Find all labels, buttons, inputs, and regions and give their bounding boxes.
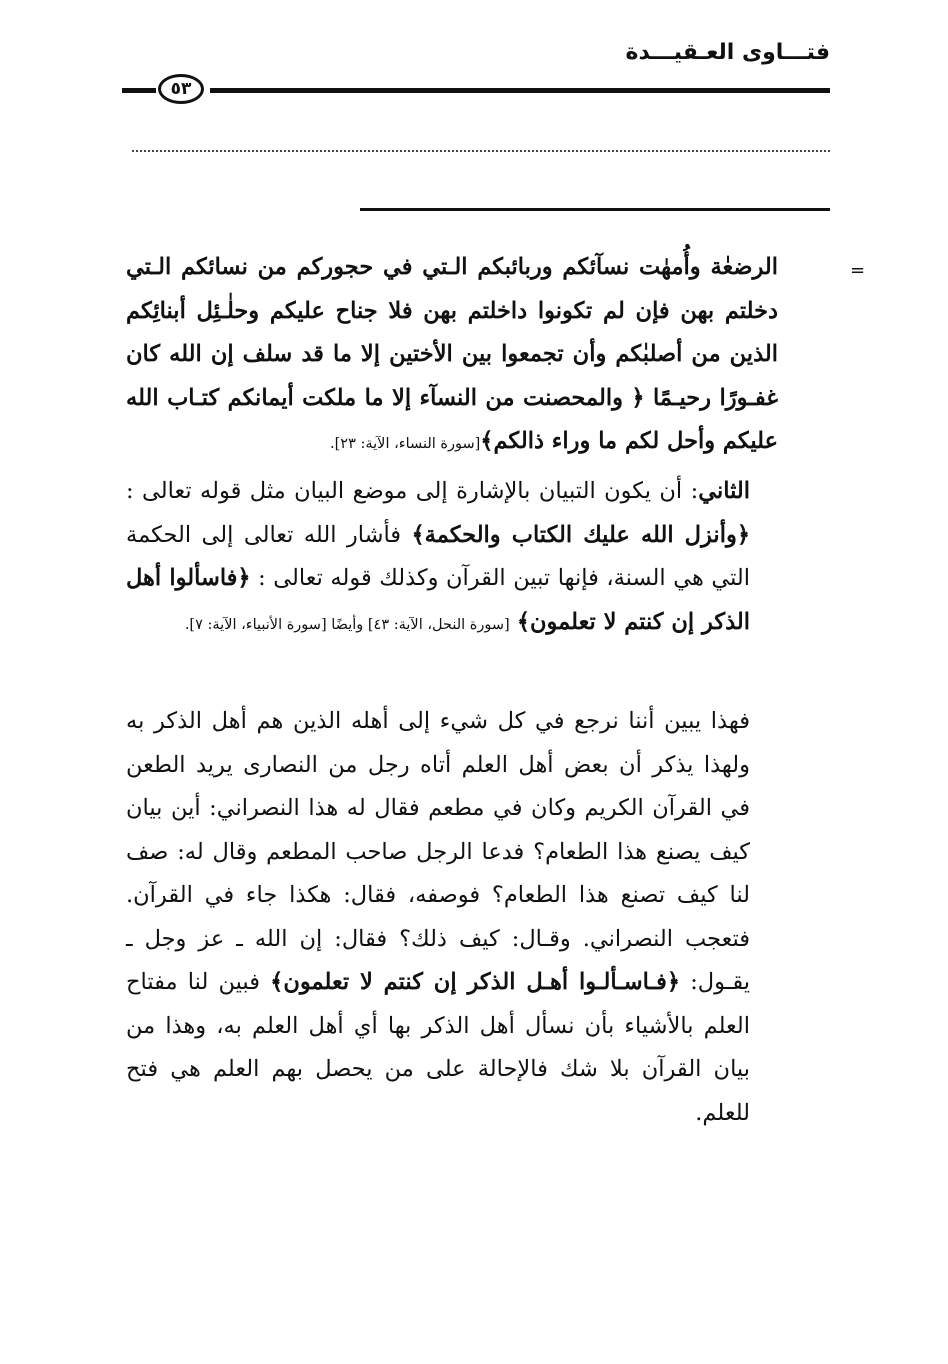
story-paragraph [126, 700, 778, 1135]
paragraph-text: فأشار الله تعالى إلى الحكمة التي هي السنة، فإنها تبين القرآن وكذلك قوله تعالى : [126, 521, 751, 591]
second-point-paragraph [126, 470, 778, 647]
header-rule-left [122, 88, 156, 93]
paragraph-text: : أن يكون التبيان بالإشارة إلى موضع البيان مثل قوله تعالى : [126, 478, 699, 504]
verse-text: الرضعٰة وأُمهٰت نسآئكم وربائبكم الـتي في حجوركم من نسائكم الـتي دخلتم بهن فإن لم تكونوا داخلتم بهن فلا جناح عليكم وحلٰـئِل أبنائِكم الذين من أصلبٰكم وأن تجمعوا بين الأختين إلا ما قد سلف إن الله كان غفـورًا رحيـمًا ﴿ والمحصنت من النسآء إلا ما ملكت أيمانكم كتـاب الله عليكم وأحل لكم ما وراء ذالكم﴾ [126, 254, 778, 454]
quran-quote: ﴿فاسألوا أهل الذكر إن كنتم لا تعلمون﴾ [126, 565, 750, 635]
quran-quote: ﴿فـاسـألـوا أهـل الذكر إن كنتم لا تعلمون﴾ [270, 969, 681, 995]
quran-quote: ﴿وأنزل الله عليك الكتاب والحكمة﴾ [411, 521, 750, 548]
paragraph-text: فبين لنا مفتاح العلم بالأشياء بأن نسأل أهل الذكر بها أي أهل العلم به، وهذا من بيان القرآن بلا شك فالإحالة على من يحصل بهم العلم هي فتح للعلم. [126, 969, 750, 1126]
verse-reference: [سورة النحل، الآية: ٤٣] وأيضًا [سورة الأنبياء، الآية: ٧]. [184, 616, 510, 633]
running-header-title: فتـــاوى العـقيـــدة [625, 40, 830, 65]
page-number: ٥٣ [158, 74, 204, 104]
header-rule [210, 88, 830, 93]
paragraph-text: فهذا يبين أننا نرجع في كل شيء إلى أهله الذين هم أهل الذكر به ولهذا يذكر أن بعض أهل العلم أتاه رجل من النصارى يريد الطعن في القرآن الكريم وكان في مطعم فقال له هذا النصراني: أين بيان كيف يصنع هذا الطعام؟ فدعا الرجل صاحب المطعم وقال له: صف لنا كيف تصنع هذا الطعام؟ فوصفه، فقال: هكذا جاء في القرآن. فتعجب النصراني. وقـال: كيف ذلك؟ فقال: إن الله ـ عز وجل ـ يقـول: [126, 708, 751, 995]
verse-reference: [سورة النساء، الآية: ٢٣]. [330, 436, 481, 452]
continued-verse-paragraph [126, 246, 778, 467]
continuation-mark: = [850, 260, 866, 281]
footnote-separator-rule [360, 208, 830, 211]
point-lead: الثاني [698, 478, 750, 504]
dotted-divider [132, 150, 830, 152]
